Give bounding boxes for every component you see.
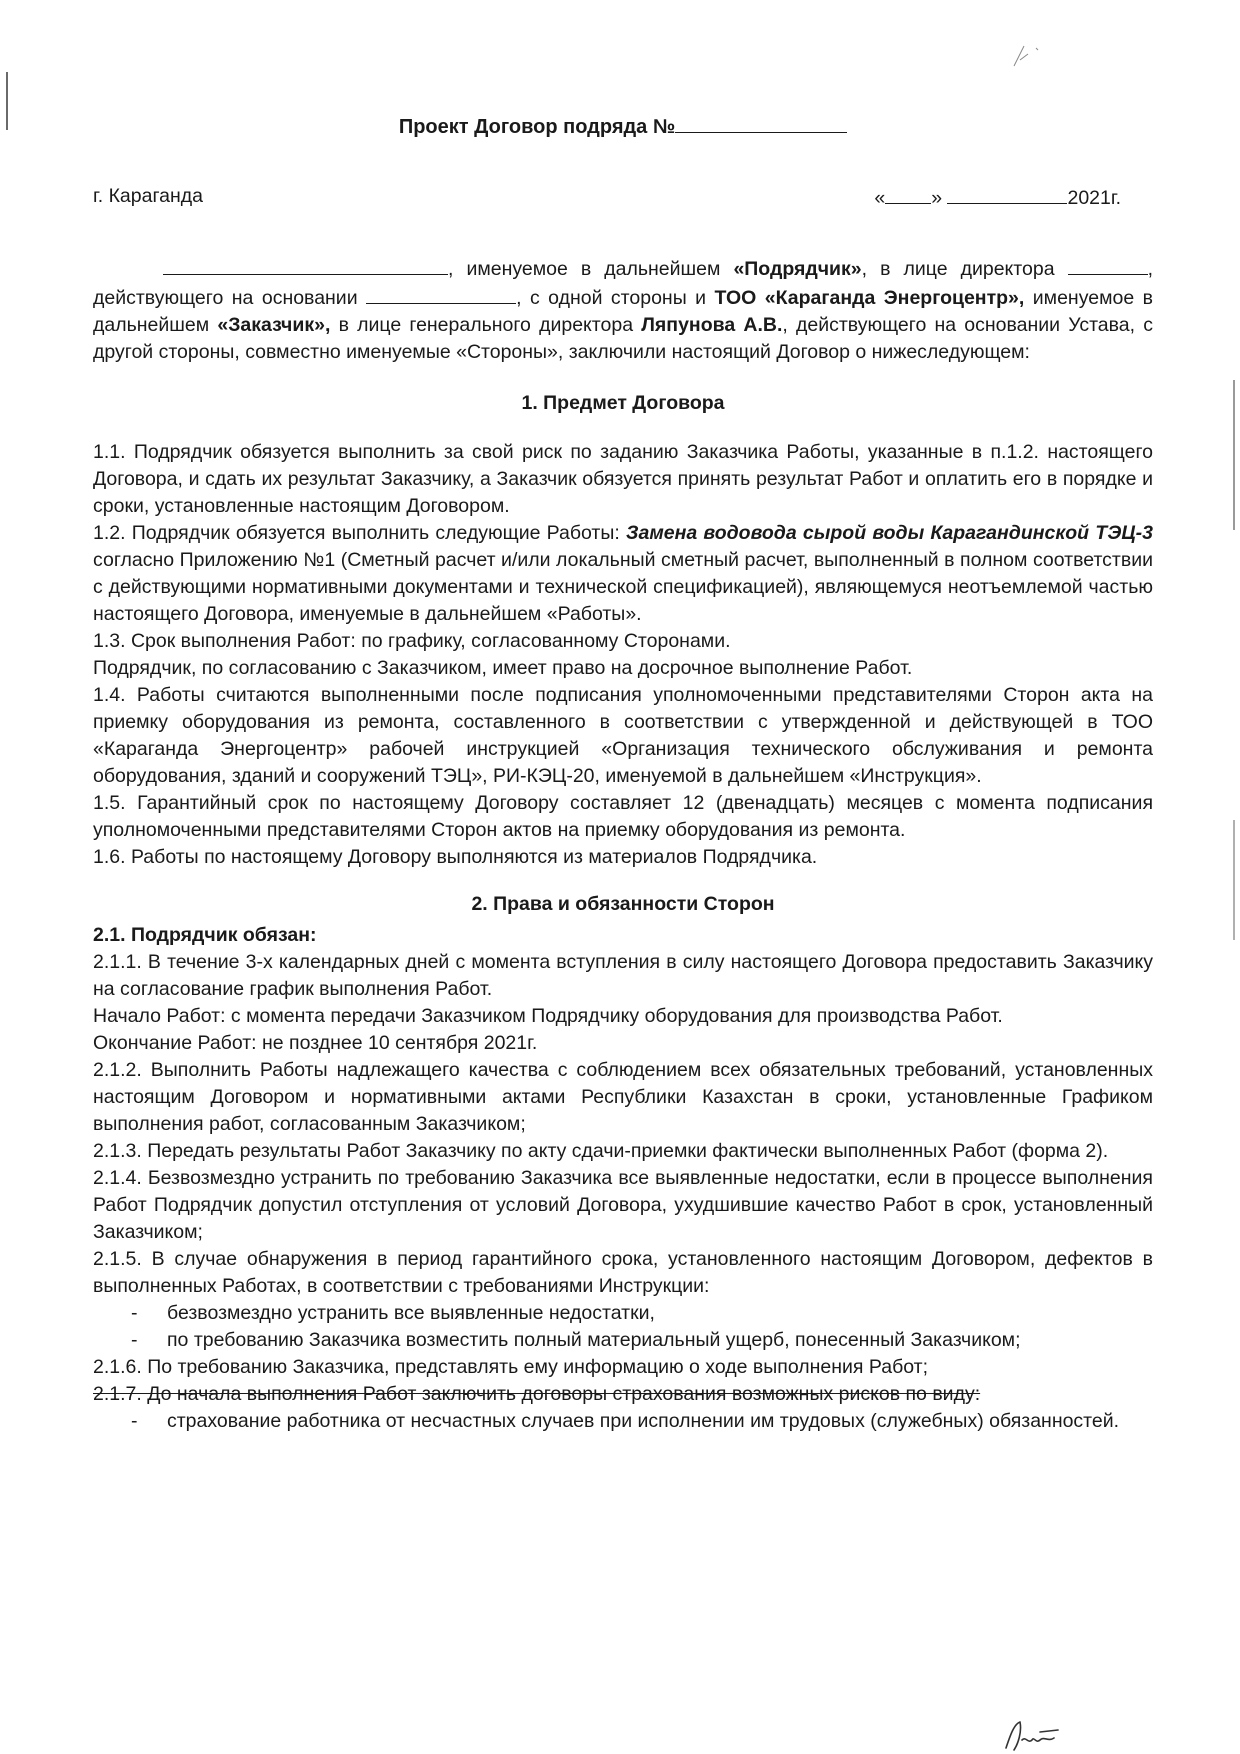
works-end: Окончание Работ: не позднее 10 сентября 2021г. <box>93 1032 538 1054</box>
document-title <box>93 112 1153 141</box>
section-2-title: 2. Права и обязанности Сторон <box>471 893 775 915</box>
list-item: - страхование работника от несчастных случаев при исполнении им трудовых (служебных) обязанностей. <box>93 1408 1153 1435</box>
signature-initials <box>1000 1718 1080 1754</box>
city: г. Караганда <box>93 185 203 207</box>
basis-blank <box>366 283 516 304</box>
director-name: Ляпунова А.В. <box>641 314 783 336</box>
director-name-blank <box>1068 254 1148 275</box>
contract-number-blank <box>675 112 847 133</box>
list-item: - безвозмездно устранить все выявленные недостатки, <box>93 1300 1153 1327</box>
contractor-name-blank <box>163 254 448 275</box>
clause-2-1-1: 2.1.1. В течение 3-х календарных дней с момента вступления в силу настоящего Договора предоставить Заказчику на согласование график выполнения Работ. <box>93 951 1153 1000</box>
month-blank <box>947 183 1067 204</box>
clause-1-3-extra: Подрядчик, по согласованию с Заказчиком, имеет право на досрочное выполнение Работ. <box>93 657 913 679</box>
contract-date: « » 2021г. <box>874 183 1121 212</box>
clause-2-1-2: 2.1.2. Выполнить Работы надлежащего качества с соблюдением всех обязательных требований, установленных настоящим Договором и нормативными актами Республики Казахстан в сроки, установленные Графиком выполнения работ, согласованным Заказчиком; <box>93 1059 1153 1135</box>
title-text: Проект Договор подряда № <box>398 116 676 138</box>
clause-1-1: 1.1. Подрядчик обязуется выполнить за свой риск по заданию Заказчика Работы, указанные в п.1.2. настоящего Договора, и сдать их результат Заказчику, а Заказчик обязуется принять результат Работ и оплатить его в порядке и сроки, установленные настоящим Договором. <box>93 441 1153 517</box>
clause-2-1-7-list <box>93 1408 1153 1435</box>
clause-2-1-4: 2.1.4. Безвозмездно устранить по требованию Заказчика все выявленные недостатки, если в процессе выполнения Работ Подрядчик допустил отступления от условий Договора, ухудшившие качество Работ в срок, установленный Заказчиком; <box>93 1167 1153 1243</box>
section-1-title: 1. Предмет Договора <box>521 392 725 414</box>
works-start: Начало Работ: с момента передачи Заказчиком Подрядчику оборудования для производства Работ. <box>93 1005 1003 1027</box>
clause-2-1-7: 2.1.7. До начала выполнения Работ заключить договоры страхования возможных рисков по виду: <box>93 1383 981 1405</box>
clause-2-1-5-list <box>93 1300 1153 1354</box>
scan-scribble <box>1010 40 1050 70</box>
customer-term: «Заказчик», <box>217 314 331 336</box>
subsection-2-1-heading: 2.1. Подрядчик обязан: <box>93 924 317 946</box>
contractor-term: «Подрядчик» <box>733 258 862 280</box>
clause-2-1-6: 2.1.6. По требованию Заказчика, представлять ему информацию о ходе выполнения Работ; <box>93 1356 929 1378</box>
clause-1-5: 1.5. Гарантийный срок по настоящему Договору составляет 12 (двенадцать) месяцев с момента подписания уполномоченными представителями Сторон актов на приемку оборудования из ремонта. <box>93 792 1153 841</box>
clause-1-6: 1.6. Работы по настоящему Договору выполняются из материалов Подрядчика. <box>93 846 818 868</box>
clause-1-4: 1.4. Работы считаются выполненными после подписания уполномоченными представителями Сторон акта на приемку оборудования из ремонта, составленного в соответствии с утвержденной и действующей в ТОО «Караганда Энергоцентр» рабочей инструкцией «Организация технического обслуживания и ремонта оборудования, зданий и сооружений ТЭЦ», РИ-КЭЦ-20, именуемой в дальнейшем «Инструкция». <box>93 684 1153 787</box>
clause-2-1-3: 2.1.3. Передать результаты Работ Заказчику по акту сдачи-приемки фактически выполненных Работ (форма 2). <box>93 1140 1109 1162</box>
clause-2-1-5: 2.1.5. В случае обнаружения в период гарантийного срока, установленного настоящим Договором, дефектов в выполненных Работах, в соответствии с требованиями Инструкции: <box>93 1248 1153 1297</box>
scan-mark-left <box>6 72 8 130</box>
scan-mark-right <box>1233 380 1235 530</box>
list-item: - по требованию Заказчика возместить полный материальный ущерб, понесенный Заказчиком; <box>93 1327 1153 1354</box>
clause-1-3: 1.3. Срок выполнения Работ: по графику, согласованному Сторонами. <box>93 630 731 652</box>
contract-body <box>93 112 1153 1435</box>
place-date-row <box>93 183 1153 212</box>
day-blank <box>885 183 931 204</box>
preamble: , именуемое в дальнейшем «Подрядчик», в лице директора , действующего на основании , с одной стороны и ТОО «Караганда Энергоцентр», именуемое в дальнейшем «Заказчик», в лице генерального директора Ляпунова А.В., действующего на основании Устава, с другой стороны, совместно именуемые «Стороны», заключили настоящий Договор о нижеследующем: <box>93 254 1153 366</box>
clause-1-2: 1.2. Подрядчик обязуется выполнить следующие Работы: Замена водовода сырой воды Карагандинской ТЭЦ-3 согласно Приложению №1 (Сметный расчет и/или локальный сметный расчет, выполненный в полном соответствии с действующими нормативными документами и технической спецификацией), являющемуся неотъемлемой частью настоящего Договора, именуемые в дальнейшем «Работы». <box>93 522 1153 625</box>
customer-name: ТОО «Караганда Энергоцентр», <box>714 287 1025 309</box>
scan-mark-right-lower <box>1233 820 1235 940</box>
work-title: Замена водовода сырой воды Карагандинской ТЭЦ-3 <box>625 522 1153 544</box>
